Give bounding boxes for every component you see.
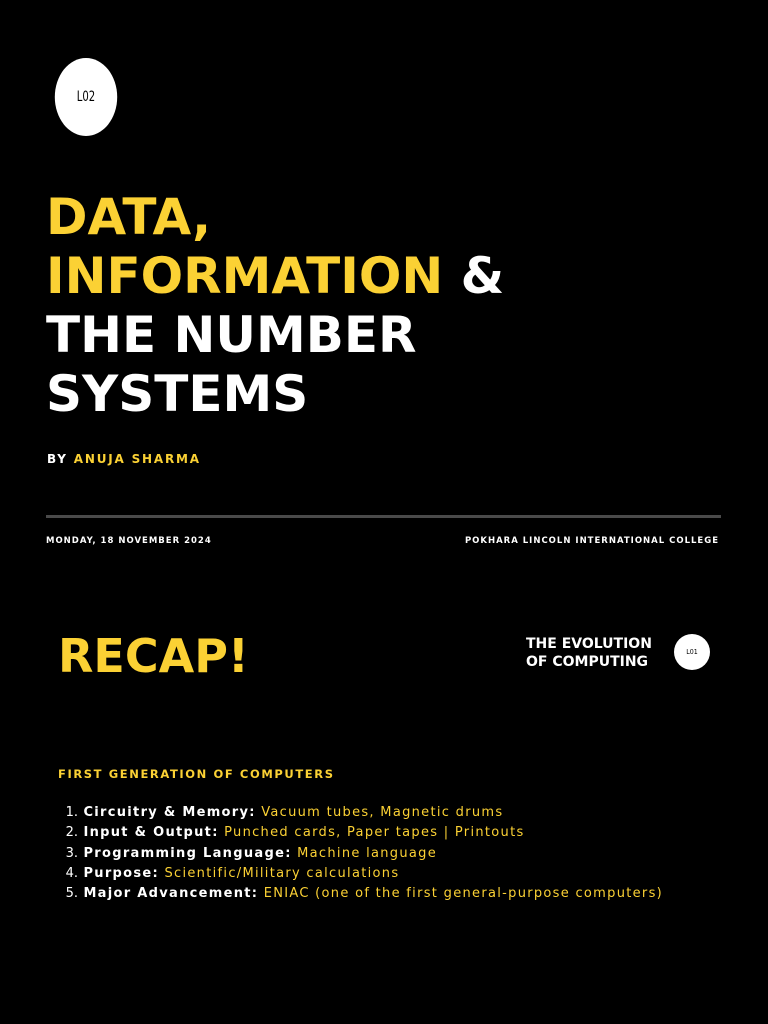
title-line-4: SYSTEMS (46, 365, 309, 423)
title-line-2 (46, 247, 504, 306)
title-line-2-highlight: INFORMATION (46, 247, 444, 305)
list-item-number: 4. (65, 865, 78, 881)
lesson-badge-label: L02 (76, 89, 96, 105)
list-item-label: Programming Language: (83, 845, 292, 861)
list-item-label: Purpose: (83, 865, 160, 881)
divider (46, 515, 721, 518)
list-item (60, 844, 663, 864)
list-item (60, 864, 663, 884)
title-line-3: THE NUMBER (46, 306, 417, 364)
page-title (46, 188, 504, 424)
date-label: MONDAY, 18 NOVEMBER 2024 (46, 536, 212, 546)
list-item-number: 5. (65, 886, 78, 902)
byline-prefix: BY (47, 452, 74, 466)
title-line-1: DATA, (46, 188, 212, 246)
list-item-number: 2. (65, 825, 78, 841)
list-item-label: Major Advancement: (83, 886, 259, 902)
author-name: ANUJA SHARMA (73, 452, 201, 466)
previous-lesson-badge (674, 634, 710, 670)
section-heading: FIRST GENERATION OF COMPUTERS (58, 767, 335, 781)
list-item-value: Scientific/Military calculations (164, 865, 400, 881)
generation-list (60, 803, 663, 904)
list-item-value: ENIAC (one of the first general-purpose computers) (263, 886, 664, 902)
previous-topic-line-2: OF COMPUTING (526, 654, 649, 670)
list-item (60, 823, 663, 843)
previous-lesson-badge-label: L01 (686, 648, 698, 656)
list-item-number: 1. (65, 805, 78, 820)
list-item-value: Machine language (297, 845, 438, 861)
lesson-badge (55, 58, 117, 136)
list-item-value: Punched cards, Paper tapes | Printouts (224, 825, 525, 841)
list-item (60, 884, 663, 904)
previous-topic (526, 635, 652, 671)
institution-label: POKHARA LINCOLN INTERNATIONAL COLLEGE (464, 536, 719, 546)
title-ampersand: & (443, 247, 505, 305)
previous-topic-line-1: THE EVOLUTION (526, 636, 652, 652)
list-item (60, 803, 663, 823)
list-item-label: Input & Output: (83, 825, 219, 841)
list-item-label: Circuitry & Memory: (83, 805, 256, 820)
list-item-value: Vacuum tubes, Magnetic drums (261, 805, 504, 820)
recap-heading: RECAP! (58, 629, 249, 683)
list-item-number: 3. (65, 845, 78, 861)
byline (47, 452, 201, 466)
